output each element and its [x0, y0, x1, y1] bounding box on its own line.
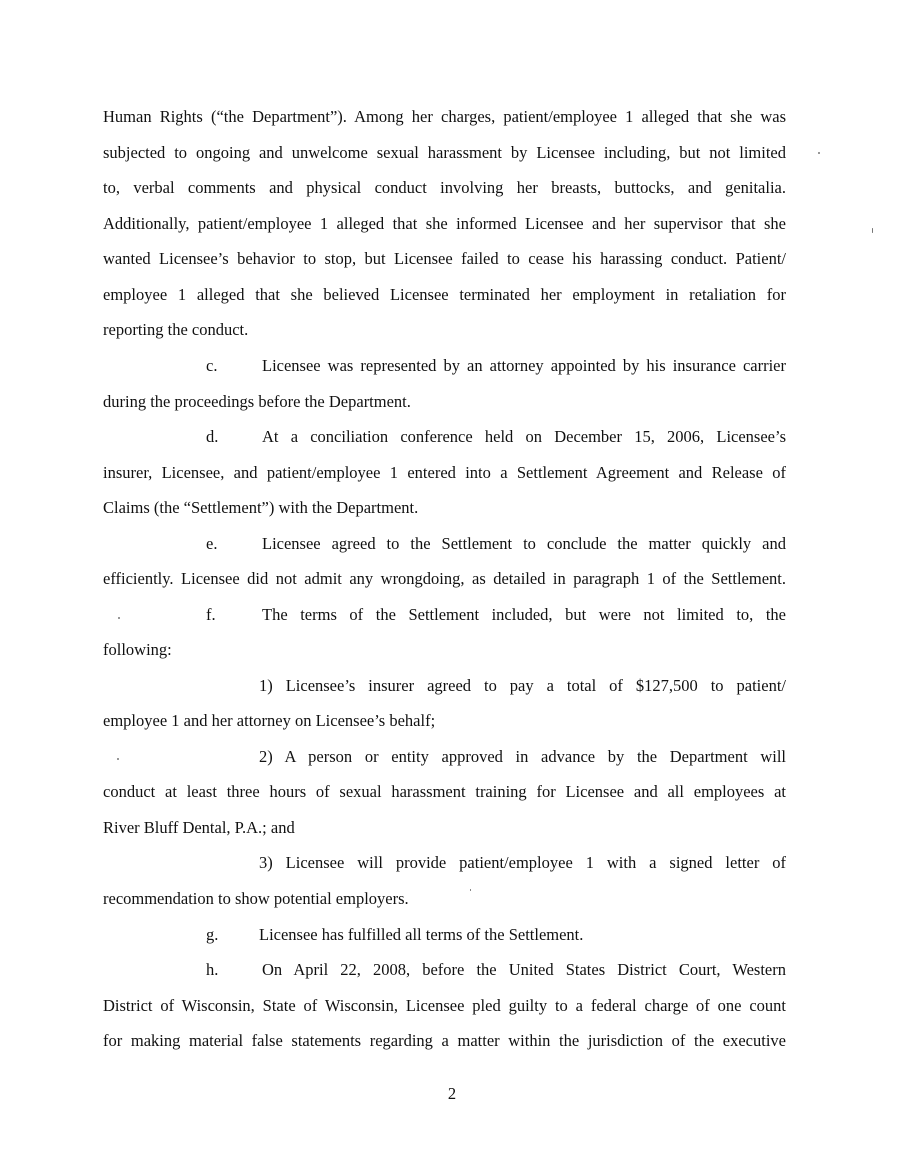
text-line: employee 1 alleged that she believed Licensee terminated her employment in retaliation for: [103, 285, 786, 304]
list-item-3: 3) Licensee will provide patient/employee 1 with a signed letter of: [259, 853, 786, 872]
text-line: District of Wisconsin, State of Wisconsin, Licensee pled guilty to a federal charge of one count: [103, 996, 786, 1015]
text-line: for making material false statements regarding a matter within the jurisdiction of the executive: [103, 1031, 786, 1050]
text-line: employee 1 and her attorney on Licensee’s behalf;: [103, 711, 436, 730]
text-line: following:: [103, 640, 172, 659]
scan-speck: [818, 152, 820, 154]
text-line: The terms of the Settlement included, but were not limited to, the: [262, 605, 786, 624]
scan-speck: [118, 617, 120, 619]
text-line: Licensee has fulfilled all terms of the Settlement.: [259, 925, 584, 944]
paragraph-label-d: d.: [206, 427, 219, 446]
text-line: subjected to ongoing and unwelcome sexual harassment by Licensee including, but not limited: [103, 143, 786, 162]
paragraph-label-h: h.: [206, 960, 219, 979]
page-number: 2: [447, 1084, 457, 1103]
text-line: Additionally, patient/employee 1 alleged that she informed Licensee and her supervisor that she: [103, 214, 786, 233]
text-line: reporting the conduct.: [103, 320, 249, 339]
text-line: wanted Licensee’s behavior to stop, but Licensee failed to cease his harassing conduct. Patient/: [103, 249, 786, 268]
text-line: Claims (the “Settlement”) with the Department.: [103, 498, 419, 517]
paragraph-label-f: f.: [206, 605, 216, 624]
paragraph-label-e: e.: [206, 534, 218, 553]
text-line: Licensee was represented by an attorney appointed by his insurance carrier: [262, 356, 786, 375]
text-line: during the proceedings before the Department.: [103, 392, 411, 411]
scan-speck: [117, 758, 119, 760]
text-line: River Bluff Dental, P.A.; and: [103, 818, 295, 837]
text-line: insurer, Licensee, and patient/employee 1 entered into a Settlement Agreement and Release of: [103, 463, 786, 482]
paragraph-label-g: g.: [206, 925, 219, 944]
text-line: to, verbal comments and physical conduct involving her breasts, buttocks, and genitalia.: [103, 178, 786, 197]
scan-speck: [872, 228, 873, 233]
list-item-1: 1) Licensee’s insurer agreed to pay a total of $127,500 to patient/: [259, 676, 786, 695]
text-line: Human Rights (“the Department”). Among her charges, patient/employee 1 alleged that she was: [103, 107, 786, 126]
text-line: Licensee agreed to the Settlement to conclude the matter quickly and: [262, 534, 786, 553]
text-line: conduct at least three hours of sexual harassment training for Licensee and all employees at: [103, 782, 786, 801]
text-line: recommendation to show potential employers.: [103, 889, 409, 908]
list-item-2: 2) A person or entity approved in advance by the Department will: [259, 747, 786, 766]
text-line: At a conciliation conference held on December 15, 2006, Licensee’s: [262, 427, 786, 446]
text-line: efficiently. Licensee did not admit any wrongdoing, as detailed in paragraph 1 of the Settlement.: [103, 569, 786, 588]
paragraph-label-c: c.: [206, 356, 218, 375]
scan-speck: [470, 889, 471, 891]
text-line: On April 22, 2008, before the United States District Court, Western: [262, 960, 786, 979]
